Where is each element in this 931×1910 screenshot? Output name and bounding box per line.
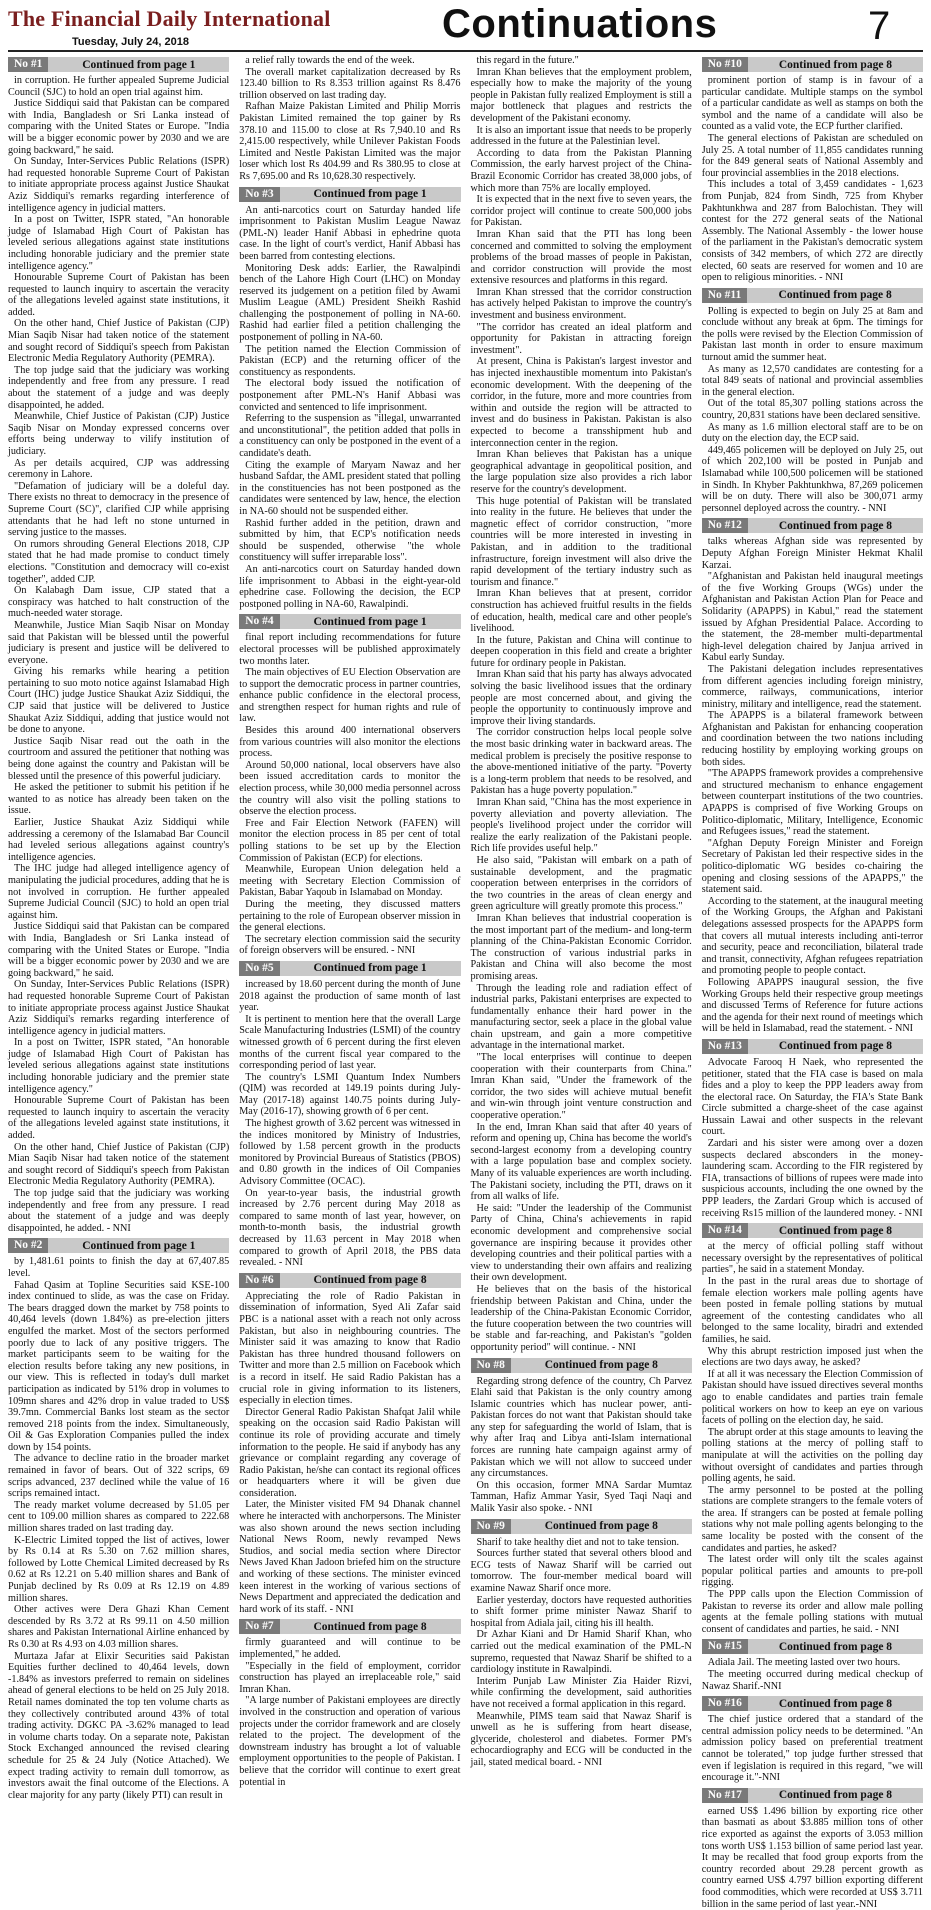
article-paragraph: The army personnel to be posted at the polling stations are complete strangers to the female voters of the area. If strangers can be posted at female polling stations why not male polling agents belonging to the same locality be posted with the consent of the candidates and parties, he asked? [701, 1484, 923, 1554]
article-paragraph: The highest growth of 3.62 percent was witnessed in the indices monitored by Ministry of Industries, followed by 1.58 percent growth in the products monitored by Provincial Bureaus of Statistics (PBOS) and 0.80 growth in the indices of Oil Companies Advisory Committee (OCAC). [239, 1118, 461, 1188]
article-paragraph: The main objectives of EU Election Observation are to support the democratic process in partner countries, enhance public confidence in the electoral process, and strengthen respect for human rights and rule of law. [239, 667, 461, 725]
continuation-number: No #14 [702, 1223, 748, 1238]
article-paragraph: Rashid further added in the petition, drawn and submitted by him, that ECP's notification needs should be suspended, otherwise "the whole constituency will suffer irreparable loss". [239, 517, 461, 564]
article-paragraph: The ready market volume decreased by 51.05 per cent to 109.00 million shares as compared to 222.68 million shares traded on last trading day. [8, 1499, 230, 1535]
article-paragraph: The electoral body issued the notification of postponement after PML-N's Hanif Abbasi was convicted and sentenced to life imprisonment. [239, 378, 461, 413]
article-paragraph: "Afghanistan and Pakistan held inaugural meetings of the five Working Groups (WGs) under the Afghanistan and Pakistan Action Plan for Peace and Solidarity (APAPPS) in Kabul," read the statement issued by Afghan Presidential Palace. According to the statement, the 28-member multi-departmental high-level delegation chaired by Janjua arrived in Kabul early Sunday. [701, 571, 923, 664]
article-paragraph: This huge potential of Pakistan will be translated into reality in the future. He believes that under the magnetic effect of corridor construction, "more countries will be more interested in investing in Pakistan, and in addition to the traditional infrastructure, foreign investment will also drive the rapid development of the tertiary industry such as tourism and finance." [470, 495, 692, 588]
continuation-header [702, 1788, 923, 1803]
article-paragraph: The petition named the Election Commission of Pakistan (ECP) and the returning officer of the constituency as respondents. [239, 343, 461, 378]
continuation-header [239, 961, 460, 976]
article-paragraph: prominent portion of stamp is in favour of a particular candidate. Multiple stamps on the symbol of a particular candidate as well as stamps on both the symbol and the name of a candidate will also be counted as a valid vote, the ECP further clarified. [701, 75, 923, 133]
article-paragraph: Director General Radio Pakistan Shafqat Jalil while speaking on the occasion said Radio Pakistan will continue its role of providing accurate and timely information to the people. He said if anybody has any grievance or complaint regarding any coverage of Radio Pakistan, he/she can contact its regional offices or headquarters where it will be given due consideration. [239, 1406, 461, 1499]
continuation-header [702, 1696, 923, 1711]
column-2 [239, 55, 461, 1788]
article-paragraph: Meanwhile, Chief Justice of Pakistan (CJP) Justice Saqib Nisar on Monday expressed concerns over efforts being underway to vilify institution of judiciary. [8, 411, 230, 457]
article-paragraph: The advance to decline ratio in the broader market remained in favor of bears. Out of 322 scrips, 69 scrips advanced, 237 declined while the value of 16 scrips remained intact. [8, 1453, 230, 1500]
continuation-header [702, 518, 923, 533]
header-rule [8, 50, 923, 52]
continuation-title: Continued from page 8 [778, 289, 892, 302]
continuation-title: Continued from page 8 [778, 1040, 893, 1053]
article-paragraph: by 1,481.61 points to finish the day at 67,407.85 level. [8, 1256, 230, 1279]
article-paragraph: Out of the total 85,307 polling stations across the country, 20,831 stations have been declared sensitive. [701, 398, 923, 422]
article-paragraph: earned US$ 1.496 billion by exporting rice other than basmati as about $3.885 million tons of other rice exported as against the exports of 3.053 million tons worth US$ 1.153 billion of same period last year. It may be recalled that food group exports from the country recorded about 29.28 percent growth as country earned US$ 4.797 billion exporting different food commodities, which were recorded at US$ 3.711 billion in the same period of last year.-NNI [701, 1805, 923, 1910]
article-paragraph: Polling is expected to begin on July 25 at 8am and conclude without any break at 6pm. The timings for the polls were revised by the Election Commission of Pakistan last month in order to ensure maximum turnout amid the summer heat. [701, 305, 923, 364]
article-paragraph: Earlier, Justice Shaukat Aziz Siddiqui while addressing a ceremony of the Islamabad Bar Council had leveled serious allegations against country's intelligence agencies. [8, 817, 230, 863]
article-paragraph: Through the leading role and radiation effect of industrial parks, Pakistani enterprises are expected to fundamentally enhance their hard power in the manufacturing sector, seek a place in the global value chain upstream, and gain a more competitive advantage in the international market. [470, 982, 692, 1052]
continuation-number: No #5 [239, 961, 279, 976]
article-paragraph: On Kalabagh Dam issue, CJP stated that a conspiracy was hatched to halt construction of the much-needed water storage. [8, 585, 230, 620]
article-paragraph: It is expected that in the next five to seven years, the corridor project will continue to create 500,000 jobs for Pakistan. [470, 194, 692, 229]
article-paragraph: He said: "Under the leadership of the Communist Party of China, China's achievements in rapid economic development and comprehensive social governance are inspiring because it provides other developing countries and their political parties with a view to understanding their own affairs and realizing their own development. [470, 1202, 692, 1284]
continuation-header [471, 1519, 692, 1534]
article-paragraph: The corridor construction helps local people solve the most basic drinking water in backward areas. The medical problem is precisely the positive response to the above-mentioned initiative of the party. "Poverty is a long-term problem that needs to be resolved, and Pakistan has a huge poverty population." [470, 727, 692, 797]
article-paragraph: The meeting occurred during medical checkup of Nawaz Sharif.-NNI [701, 1669, 923, 1692]
continuation-title: Continued from page 8 [778, 1697, 893, 1710]
article-paragraph: Monitoring Desk adds: Earlier, the Rawalpindi bench of the Lahore High Court (LHC) on Monday reserved its judgement on a petition filed by Awami Muslim League (AML) President Sheikh Rashid challenging the postponement of polling in NA-60. Rashid had earlier filed a petition challenging the postponement of polling in NA-60. [239, 262, 461, 344]
article-paragraph: "A large number of Pakistani employees are directly involved in the construction and operation of various projects under the corridor framework and are closely related to the project. The development of the downstream industry has brought a lot of valuable employment opportunities to the people of Pakistan. I believe that the corridor will continue to exert great potential in [239, 1695, 461, 1788]
article-paragraph: At present, China is Pakistan's largest investor and has injected inexhaustible momentum into Pakistan's economic development. With the deepening of the corridor, in the future, more and more countries from within and outside the region will be attracted to invest and do business in Pakistan. Pakistan is also expected to become a transshipment hub and interconnection center in the region. [470, 356, 692, 449]
continuation-number: No #15 [702, 1639, 748, 1654]
page-number: 7 [868, 4, 891, 48]
continuation-title: Continued from page 8 [778, 1789, 893, 1802]
article-paragraph: It is pertinent to mention here that the overall Large Scale Manufacturing Industries (LSMI) of the country witnessed growth of 6 percent during the first eleven months of the current fiscal year compared to the corresponding period of last year. [239, 1013, 461, 1072]
article-paragraph: Citing the example of Maryam Nawaz and her husband Safdar, the AML president stated that polling in the constituencies has not been postponed as the candidates were sentenced by law, hence, the election in NA-60 should not be suspended either. [239, 459, 461, 517]
continuation-article [239, 1273, 460, 1616]
article-paragraph: He asked the petitioner to submit his petition if he wanted to as notice has already been taken on the issue. [8, 782, 230, 817]
article-paragraph: Honourable Supreme Court of Pakistan has been requested to launch inquiry to ascertain the veracity of the allegations leveled against state institutions, it added. [8, 1095, 230, 1142]
issue-date: Tuesday, July 24, 2018 [72, 36, 189, 48]
article-columns [8, 55, 923, 1910]
continuation-number: No #16 [702, 1696, 748, 1711]
continuation-article [239, 55, 460, 183]
continuation-title: Continued from page 8 [313, 1620, 427, 1633]
continuation-header [239, 614, 460, 629]
article-paragraph: Honourable Supreme Court of Pakistan has been requested to launch inquiry to ascertain the veracity of the allegations leveled against state institutions, it added. [8, 272, 230, 318]
continuation-title: Continued from page 8 [778, 519, 893, 532]
continuation-article [471, 55, 692, 1354]
article-paragraph: Interim Punjab Law Minister Zia Haider Rizvi, while confirming the development, said authorities have not received a formal application in this regard. [470, 1675, 692, 1710]
continuation-header [702, 1223, 923, 1238]
article-paragraph: According to the statement, at the inaugural meeting of the Working Groups, the Afghan and Pakistani delegations assessed prospects for the APAPPS form that covers all mutual interests including anti-terror and security, peace and reconciliation, bilateral trade and transit, connectivity, Afghan refugees repatriation and promoting people to people contact. [701, 895, 923, 977]
article-paragraph: Free and Fair Election Network (FAFEN) will monitor the election process in 85 per cent of total polling stations to be set up by the Election Commission of Pakistan (ECP) for elections. [239, 817, 461, 864]
continuation-article [239, 187, 460, 611]
article-paragraph: In a post on Twitter, ISPR stated, "An honorable judge of Islamabad High Court of Pakistan has leveled serious allegations against state institutions including honorable judiciary and the premier state intelligence agency." [8, 214, 230, 272]
continuation-article [239, 614, 460, 957]
article-paragraph: firmly guaranteed and will continue to be implemented," he added. [239, 1637, 461, 1660]
continuation-title: Continued from page 8 [778, 1224, 893, 1237]
article-paragraph: The Pakistani delegation includes representatives from different agencies including foreign ministry, commerce, railways, communications, interior ministry, military and intelligence, read the statement. [701, 663, 923, 710]
article-paragraph: Justice Siddiqui said that Pakistan can be compared with India, Bangladesh or Sri Lanka instead of comparing with the United States or Europe. "India will be a bigger economic power by 2030 and we are going backward," he said. [8, 98, 230, 156]
article-paragraph: Meanwhile, European Union delegation held a meeting with Secretary Election Commission of Pakistan, Babar Yaqoub in Islamabad on Monday. [239, 864, 461, 899]
continuation-number: No #10 [702, 57, 748, 72]
continuation-article [8, 1238, 229, 1801]
continuation-title: Continued from page 1 [82, 58, 196, 71]
article-paragraph: As many as 1.6 million electoral staff are to be on duty on the election day, the ECP said. [701, 421, 923, 445]
article-paragraph: On the other hand, Chief Justice of Pakistan (CJP) Mian Saqib Nisar had taken notice of the statement and sought record of Siddiqui's speech from Pakistan Electronic Media Regulatory Authority (PEMRA). [8, 318, 230, 365]
continuation-title: Continued from page 8 [544, 1520, 658, 1533]
article-paragraph: Rafhan Maize Pakistan Limited and Philip Morris Pakistan Limited remained the top gainer by Rs 378.10 and 115.00 to close at Rs 7,940.10 and Rs 2,415.00 respectively, while Unilever Pakistan Foods Limited and Nestle Pakistan Limited was the major loser which lost Rs 404.99 and Rs 380.95 to close at Rs 7,695.00 and Rs 10,628.30 respectively. [239, 101, 461, 182]
article-paragraph: The general elections of Pakistan are scheduled on July 25. A total number of 11,855 candidates running for the 849 general seats of National Assembly and four provincial assemblies in the 2018 elections. [701, 132, 923, 179]
continuation-article [702, 57, 923, 284]
article-paragraph: Imran Khan believes that Pakistan has a unique geographical advantage in geopolitical position, and the large population size also provides a rich labor reserve for the country's development. [470, 449, 692, 495]
continuation-article [702, 1223, 923, 1635]
continuation-header [239, 187, 460, 202]
continuation-header [471, 1358, 692, 1373]
article-paragraph: 449,465 policemen will be deployed on July 25, out of which 202,100 will be posted in Punjab and Islamabad while 100,500 policemen will be stationed in Sindh. In Khyber Pakhtunkhwa, 87,269 policemen will be on duty. There will also be 300,071 army personnel deployed across the country. - NNI [701, 444, 923, 514]
article-paragraph: Dr Azhar Kiani and Dr Hamid Sharif Khan, who carried out the medical examination of the PML-N supremo, requested that Nawaz Sharif be shifted to a cardiology institute in Rawalpindi. [470, 1629, 692, 1676]
article-paragraph: The abrupt order at this stage amounts to leaving the polling stations at the mercy of polling staff to manipulate at will the activities on the polling day without oversight of candidates and parties through polling agents, he said. [701, 1426, 923, 1485]
continuation-number: No #17 [702, 1788, 748, 1803]
article-paragraph: On rumors shrouding General Elections 2018, CJP stated that he had made promise to conduct timely elections. "Constitution and democracy will co-exist together", added CJP. [8, 538, 230, 585]
continuation-title: Continued from page 8 [544, 1359, 658, 1371]
continuation-header [8, 57, 229, 72]
article-paragraph: this regard in the future." [476, 55, 579, 66]
article-paragraph: Meanwhile, PIMS team said that Nawaz Sharif is unwell as he is suffering from heart disease, glyceride, cholesterol and diabetes. Former PM's echocardiography and ECG will be conducted in the jail, stated medical board. - NNI [470, 1710, 692, 1768]
continuation-number: No #3 [239, 187, 279, 202]
article-paragraph: Justice Siddiqui said that Pakistan can be compared with India, Bangladesh or Sri Lanka instead of comparing with the United States or Europe. "India will be a bigger economic power by 2030 and we are going backward," he said. [8, 921, 230, 979]
section-title: Continuations [442, 2, 718, 46]
continuation-article [702, 1039, 923, 1219]
article-paragraph: As per details acquired, CJP was addressing ceremony in Lahore. [8, 457, 230, 481]
continuation-number: No #6 [239, 1273, 279, 1288]
article-paragraph: Appreciating the role of Radio Pakistan in dissemination of information, Syed Ali Zafar said PBC is a national asset with a reach not only across Pakistan, but also in neighbouring countries. The Minister said it was amazing to know that Radio Pakistan has three hundred thousand followers on Twitter and more than 2.5 million on Facebook which is a record in itself. He said Radio Pakistan has a crucial role in giving information to its listeners, especially in election times. [239, 1290, 461, 1407]
article-paragraph: An anti-narcotics court on Saturday handed life imprisonment to Pakistan Muslim League Nawaz (PML-N) leader Hanif Abbasi in ephedrine quota case. In the light of court's verdict, Hanif Abbasi has been barred from contesting elections. [239, 204, 461, 262]
article-paragraph: Imran Khan believes that the employment problem, especially how to make the majority of the young people in Pakistan fully realized Employment is still a major bottleneck that plagues and restricts the development of the Pakistani economy. [470, 66, 692, 124]
continuation-number: No #13 [702, 1039, 748, 1054]
article-paragraph: An anti-narcotics court on Saturday handed down life imprisonment to Abbasi in the eight-year-old ephedrine case. Following the decision, the ECP postponed polling in NA-60, Rawalpindi. [239, 563, 461, 610]
continuation-title: Continued from page 1 [313, 962, 427, 975]
continuation-article [471, 1358, 692, 1515]
article-paragraph: On Sunday, Inter-Services Public Relations (ISPR) had requested honorable Supreme Court of Pakistan to initiate appropriate process against Justice Shaukat Aziz Siddiqui's remarks regarding interference of intelligence agency in judicial matters. [8, 979, 230, 1037]
article-paragraph: On this occasion, former MNA Sardar Mumtaz Tamman, Hafiz Ammar Yasir, Syed Taqi Naqi and Malik Yasir also spoke. - NNI [470, 1479, 692, 1515]
continuation-header [702, 1039, 923, 1054]
continuation-number: No #2 [8, 1238, 48, 1253]
article-paragraph: Fahad Qasim at Topline Securities said KSE-100 index continued to slide, as was the case on Friday. The bears dragged down the market by 758 points to 40,464 levels (down 1.84%) as pre-election jitters engulfed the market. Most of the sectors performed poorly due to lack of any positive triggers. The market participants seem to be waiting for the election results before taking any new positions, in our view. This is reflected in today's dull market participation as indicated by 51% drop in volumes to 109mn shares and 42% drop in value traded to US$ 39.7mn. Commercial Banks lost steam as the sector removed 218 points from the index. Simultaneously, Oil & Gas Exploration Companies pulled the index down by 154 points. [8, 1279, 230, 1453]
article-paragraph: The secretary election commission said the security of foreign observers will be ensured. - NNI [239, 933, 461, 957]
continuation-title: Continued from page 1 [313, 615, 427, 628]
continuation-article [702, 518, 923, 1035]
column-1 [8, 55, 230, 1801]
article-paragraph: Sharif to take healthy diet and not to take tension. [476, 1536, 680, 1548]
continuation-title: Continued from page 8 [778, 1640, 893, 1653]
article-paragraph: On Sunday, Inter-Services Public Relations (ISPR) had requested honorable Supreme Court of Pakistan to initiate appropriate process against Justice Shaukat Aziz Siddiqui's remarks regarding interference of intelligence agency in judicial matters. [8, 156, 230, 214]
article-paragraph: "Defamation of judiciary will be a doleful day. There exists no threat to democracy in the presence of Supreme Court (SC)", clarified CJP while apprising attendants that he had left no stone unturned in serving justice to the masses. [8, 480, 230, 539]
article-paragraph: Imran Khan said that the PTI has long been concerned and committed to solving the employment problems of the broad masses of people in Pakistan, and corridor construction will provide the most extensive resources and platforms in this regard. [470, 228, 692, 287]
continuation-article [471, 1519, 692, 1769]
article-paragraph: In the past in the rural areas due to shortage of female election workers male polling agents have been posted in female polling stations by mutual agreement of the contesting candidates who all belonged to the same locality, biradri and extended families, he said. [701, 1276, 923, 1345]
article-paragraph: He also said, "Pakistan will embark on a path of sustainable development, and the pragmatic cooperation between enterprises in the corridors of the two countries in the areas of clean energy and green agriculture will greatly promote this process." [470, 854, 692, 913]
article-paragraph: talks whereas Afghan side was represented by Deputy Afghan Foreign Minister Hekmat Khalil Karzai. [701, 536, 923, 571]
article-paragraph: Around 50,000 national, local observers have also been issued accreditation cards to monitor the election process, while 30,000 media personnel across the country will also visit the polling stations to observe the election process. [239, 759, 461, 818]
article-paragraph: The chief justice ordered that a standard of the central admission policy needs to be determined. "An admission policy based on preferential treatment cannot be tolerated," top judge further stressed that even if legislation is required in this regard, "we will encourage it."-NNI [701, 1714, 923, 1784]
article-paragraph: The APAPPS is a bilateral framework between Afghanistan and Pakistan for enhancing cooperation and coordination between the two nations including reducing hostility by employing working groups on both sides. [701, 710, 923, 768]
article-paragraph: As many as 12,570 candidates are contesting for a total 849 seats of national and provincial assemblies in the general election. [701, 363, 923, 398]
article-paragraph: Imran Khan said, "China has the most experience in poverty alleviation and poverty alleviation. The people's livelihood project under the corridor will realize the early realization of the Pakistani people. Rich life provides useful help." [470, 797, 692, 855]
continuation-title: Continued from page 8 [778, 58, 893, 71]
article-paragraph: a relief rally towards the end of the week. [245, 55, 415, 66]
newspaper-title: The Financial Daily International [8, 6, 331, 31]
continuation-article [239, 1619, 460, 1788]
continuation-article [8, 57, 229, 1234]
article-paragraph: The IHC judge had alleged intelligence agency of manipulating the judicial procedures, adding that he is not involved in corruption. He further appealed Supreme Judicial Council (SJC) to hold an open trial against him. [8, 863, 230, 921]
continuation-number: No #9 [471, 1519, 511, 1534]
article-paragraph: Besides this around 400 international observers from various countries will also monitor the elections process. [239, 725, 461, 760]
article-paragraph: He believes that on the basis of the historical friendship between Pakistan and China, under the leadership of the China-Pakistan Economic Corridor, the future cooperation between the two countries will be stable and far-reaching, and Pakistan's "golden opportunity period" will continue. - NNI [470, 1283, 692, 1353]
article-paragraph: The PPP calls upon the Election Commission of Pakistan to reverse its order and allow male polling agents at the female polling stations with mutual consent of candidates and parties, he said. - NNI [701, 1589, 923, 1635]
article-paragraph: Sources further stated that several others blood and ECG tests of Nawaz Sharif will be carried out tomorrow. The four-member medical board will examine Nawaz Sharif once more. [470, 1548, 692, 1594]
continuation-header [702, 1639, 923, 1654]
article-paragraph: The top judge said that the judiciary was working independently and free from any pressure. I read about the statement of a judge and was deeply disappointed, he added. - NNI [8, 1188, 230, 1234]
article-paragraph: Justice Saqib Nisar read out the oath in the courtroom and assured the petitioner that nothing was being done against the country and Pakistan will be blessed until the presence of this powerful judiciary. [8, 735, 230, 782]
article-paragraph: at the mercy of official polling staff without necessary oversight by the representatives of political parties", he said in a statement Monday. [701, 1241, 923, 1276]
article-paragraph: Zardari and his sister were among over a dozen suspects declared absconders in the money-laundering scam. According to the FIR registered by FIA, transactions of billions of rupees were made into suspicious accounts, including the one owned by the PPP leaders, the Zardari Group which is accused of receiving Rs15 million of the laundered money. - NNI [701, 1138, 923, 1219]
continuation-number: No #4 [239, 614, 279, 629]
article-paragraph: Murtaza Jafar at Elixir Securities said Pakistan Equities further declined to 40,464 levels, down -1.84% as investors preferred to remain on sidelines ahead of general elections to be held on 25 July 2018. Retail names dominated the top ten volume charts as they collectively contributed around 43% of total trading activity. DGKC PA -3.62% managed to lead in volume charts today. On a separate note, Pakistan Stock Exchanged announced the revised clearing schedule for 25 & 24 July (Notice Attached). We expect trading activity to remain dull tomorrow, as investors await the final outcome of the Elections. A clear majority for any party (likely PTI) can result in [8, 1650, 230, 1801]
article-paragraph: If at all it was necessary the Election Commission of Pakistan should have issued directives several months ago to enable candidates and parties train female political workers on how to keep an eye on various facets of polling on the election day, he said. [701, 1368, 923, 1427]
continuation-header [702, 288, 923, 303]
continuation-title: Continued from page 1 [82, 1239, 196, 1252]
column-4 [701, 55, 923, 1910]
article-paragraph: Regarding strong defence of the country, Ch Parvez Elahi said that Pakistan is the only country among Islamic countries which has nuclear power, anti-Pakistan forces do not want that Pakistan should take any step for safeguarding the world of Islam, that is why after Iraq and Libya anti-Islam international forces are running hate campaign against army of Pakistan which we will not allow to succeed under any circumstances. [470, 1375, 692, 1480]
continuation-number: No #12 [702, 518, 748, 533]
continuation-header [702, 57, 923, 72]
continuation-number: No #7 [239, 1619, 279, 1634]
article-paragraph: Giving his remarks while hearing a petition pertaining to suo moto notice against Islamabad High Court (IHC) judge Justice Shaukat Aziz Siddiqui, the CJP said that justice will be delivered to Justice Shaukat Aziz Siddiqui, adding that justice would not be done to anyone. [8, 666, 230, 736]
continuation-title: Continued from page 1 [313, 188, 427, 201]
article-paragraph: Following APAPPS inaugural session, the five Working Groups held their respective group meetings and discussed Terms of Reference for future actions and the agenda for their next round of meetings which will be held in Islamabad, read the statement. - NNI [701, 976, 923, 1035]
article-paragraph: in corruption. He further appealed Supreme Judicial Council (SJC) to hold an open trial against him. [8, 75, 230, 98]
continuation-title: Continued from page 8 [313, 1274, 427, 1287]
article-paragraph: This includes a total of 3,459 candidates - 1,623 from Punjab, 824 from Sindh, 725 from Khyber Pakhtunkhwa and 287 from Balochistan. They will contest for the 272 general seats of the National Assembly. The National Assembly - the lower house of the parliament in the Pakistan's democratic system consists of 342 members, of which 272 are directly elected, 60 seats are reserved for women and 10 are open to religious minorities. - NNI [701, 179, 923, 284]
continuation-header [239, 1273, 460, 1288]
continuation-number: No #1 [8, 57, 48, 72]
article-paragraph: Advocate Farooq H Naek, who represented the petitioner, stated that the FIA case is based on mala fides and a ploy to keep the PPP leaders away from the electoral race. On Saturday, the FIA's State Bank Circle submitted a charge-sheet of the case against Hussain Lawai and other suspects in the relevant court. [701, 1056, 923, 1138]
column-3 [470, 55, 692, 1768]
article-paragraph: Imran Khan stressed that the corridor construction has actively helped Pakistan to improve the country's investment and business environment. [470, 286, 692, 322]
continuation-header [8, 1238, 229, 1253]
article-paragraph: "Afghan Deputy Foreign Minister and Foreign Secretary of Pakistan led their respective sides in the politico-diplomatic WG besides co-chairing the opening and closing sessions of the APAPPS," the statement said. [701, 837, 923, 896]
article-paragraph: In the end, Imran Khan said that after 40 years of reform and opening up, China has become the world's second-largest economy from a developing country with a large population base and complex society. Many of its valuable experiences are worth including. The Pakistani society, including the PTI, draws on it from all walks of life. [470, 1121, 692, 1203]
article-paragraph: Imran Khan said that his party has always advocated solving the basic livelihood issues that the ordinary people are most concerned about, and giving the people the opportunity to continuously improve and improve their living standards. [470, 669, 692, 727]
article-paragraph: Earlier yesterday, doctors have requested authorities to shift former prime minister Nawaz Sharif to hospital from Adiala jail, citing his ill health. [470, 1594, 692, 1629]
article-paragraph: "The corridor has created an ideal platform and opportunity for Pakistan in attracting foreign investment". [470, 321, 692, 356]
article-paragraph: Adiala Jail. The meeting lasted over two hours. [707, 1657, 901, 1669]
article-paragraph: Later, the Minister visited FM 94 Dhanak channel where he interacted with anchorpersons. The Minister was also shown around the news section including National News Room, newly revamped News Studios, and social media section where Director News Javed Khan Jadoon briefed him on the structure and working of these sections. The minister evinced keen interest in the working of various sections of News Department and appreciated the dedication and hard work of its staff. - NNI [239, 1499, 461, 1615]
continuation-number: No #8 [471, 1358, 511, 1373]
article-paragraph: In the future, Pakistan and China will continue to deepen cooperation in this field and create a brighter future for ordinary people in Pakistan. [470, 634, 692, 669]
article-paragraph: increased by 18.60 percent during the month of June 2018 against the production of same month of last year. [239, 978, 461, 1014]
article-paragraph: "Especially in the field of employment, corridor construction has played an irreplaceable role," said Imran Khan. [239, 1660, 461, 1695]
continuation-article [702, 1788, 923, 1910]
continuation-article [702, 1696, 923, 1784]
article-paragraph: Referring to the suspension as "illegal, unwarranted and unconstitutional", the petition added that polls in a constituency can only be postponed in the event of a candidate's death. [239, 413, 461, 459]
article-paragraph: K-Electric Limited topped the list of actives, lower by Rs 0.14 at Rs 5.30 on 7.62 million shares, followed by Lotte Chemical Limited decreased by Rs 0.62 at Rs 12.21 on 5.40 million shares and Bank of Punjab declined by Rs 0.09 at Rs 12.19 on 4.89 million shares. [8, 1534, 230, 1604]
article-paragraph: Imran Khan believes that industrial cooperation is the most important part of the medium- and long-term planning of the China-Pakistan Economic Corridor. The construction of various industrial parks in Pakistan and China will also become the most promising areas. [470, 912, 692, 982]
continuation-header [239, 1619, 460, 1634]
article-paragraph: In a post on Twitter, ISPR stated, "An honorable judge of Islamabad High Court of Pakistan has leveled serious allegations against state institutions including honorable judiciary and the premier state intelligence agency." [8, 1037, 230, 1095]
article-paragraph: final report including recommendations for future electoral processes will be published approximately two months later. [239, 632, 461, 667]
article-paragraph: "The APAPPS framework provides a comprehensive and structured mechanism to enhance engagement between counterpart institutions of the two countries. APAPPS is comprised of five Working Groups on Politico-diplomatic, Military, Intelligence, Economic and Refugees issues," read the statement. [701, 768, 923, 838]
article-paragraph: On the other hand, Chief Justice of Pakistan (CJP) Mian Saqib Nisar had taken notice of the statement and sought record of Siddiqui's speech from Pakistan Electronic Media Regulatory Authority (PEMRA). [8, 1141, 230, 1188]
article-paragraph: During the meeting, they discussed matters pertaining to the role of European observer mission in the general elections. [239, 898, 461, 934]
continuation-article [239, 961, 460, 1269]
masthead [0, 0, 931, 50]
article-paragraph: Why this abrupt restriction imposed just when the elections are two days away, he asked? [701, 1345, 923, 1369]
continuation-number: No #11 [702, 288, 748, 303]
article-paragraph: According to data from the Pakistan Planning Commission, the early harvest project of the China-Brazil Economic Corridor has created 38,000 jobs, of which more than 75% are locally employed. [470, 147, 692, 194]
article-paragraph: It is also an important issue that needs to be properly addressed in the future at the Palestinian level. [470, 124, 692, 148]
article-paragraph: Meanwhile, Justice Mian Saqib Nisar on Monday said that Pakistan will be blessed until the powerful judiciary is present and justice will be delivered to everyone. [8, 619, 230, 666]
continuation-article [702, 288, 923, 515]
article-paragraph: The top judge said that the judiciary was working independently and free from any pressure. I read about the statement of a judge and was deeply disappointed, he added. [8, 364, 230, 411]
article-paragraph: "The local enterprises will continue to deepen cooperation with their counterparts from China." Imran Khan said, "Under the framework of the corridor, the two sides will achieve mutual benefit and win-win through joint venture construction and cooperative operation." [470, 1052, 692, 1122]
article-paragraph: Other actives were Dera Ghazi Khan Cement descended by Rs 3.72 at Rs 99.11 on 4.50 million shares and Pakistan International Airline enhanced by Rs 0.30 at Rs 4.93 on 4.03 million shares. [8, 1604, 230, 1650]
article-paragraph: The latest order will only tilt the scales against popular political parties and amounts to pre-poll rigging. [701, 1554, 923, 1589]
article-paragraph: The overall market capitalization decreased by Rs 123.40 billion to Rs 8.353 trillion against Rs 8.476 trillion observed on last trading day. [239, 66, 461, 101]
article-paragraph: On year-to-year basis, the industrial growth increased by 2.76 percent during May 2018 as compared to same month of last year, however, on month-to-month basis, the industrial growth decreased by 11.63 percent in May 2018 when compared to growth of April 2018, the PBS data revealed. - NNI [239, 1187, 461, 1269]
article-paragraph: Imran Khan believes that at present, corridor construction has achieved fruitful results in the fields of education, health, medical care and other people's livelihood. [470, 588, 692, 635]
continuation-article [702, 1639, 923, 1692]
article-paragraph: The country's LSMI Quantum Index Numbers (QIM) was recorded at 149.19 points during July-May (2017-18) against 140.75 points during July-May (2016-17), showing growth of 6 per cent. [239, 1071, 461, 1118]
